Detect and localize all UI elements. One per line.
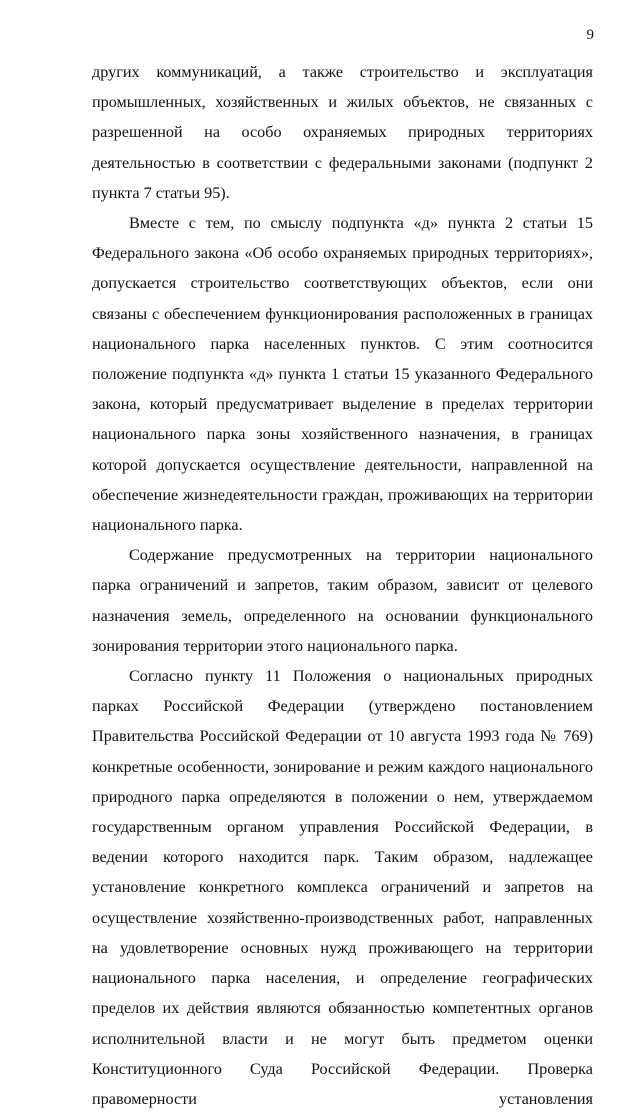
paragraph-1: других коммуникаций, а также строительство и эксплуатация промышленных, хозяйственных и жилых объектов, не связанных с разрешенной на особо охраняемых природных территориях деятельностью в соответствии с федеральными законами (подпункт 2 пункта 7 статьи 95). (92, 63, 593, 202)
paragraph-2: Вместе с тем, по смыслу подпункта «д» пункта 2 статьи 15 Федерального закона «Об особо охраняемых природных территориях», допускается строительство соответствующих объектов, если они связаны с обеспечением функционирования расположенных в границах национального парка населенных пунктов. С этим соотносится положение подпункта «д» пункта 1 статьи 15 указанного Федерального закона, который предусматривает выделение в пределах территории национального парка зоны хозяйственного назначения, в границах которой допускается осуществление деятельности, направленной на обеспечение жизнедеятельности граждан, проживающих на территории национального парка. (92, 214, 593, 535)
paragraph-3: Содержание предусмотренных на территории национального парка ограничений и запретов, таким образом, зависит от целевого назначения земель, определенного на основании функционального зонирования территории этого национального парка. (92, 546, 593, 655)
page-number: 9 (586, 27, 594, 43)
body-text (92, 57, 593, 1114)
paragraph-4: Согласно пункту 11 Положения о национальных природных парках Российской Федерации (утверждено постановлением Правительства Российской Федерации от 10 августа 1993 года № 769) конкретные особенности, зонирование и режим каждого национального природного парка определяются в положении о нем, утверждаемом государственным органом управления Российской Федерации, в ведении которого находится парк. Таким образом, надлежащее установление конкретного комплекса ограничений и запретов на осуществление хозяйственно-производственных работ, направленных на удовлетворение основных нужд проживающего на территории национального парка населения, и определение географических пределов их действия являются обязанностью компетентных органов исполнительной власти и не могут быть предметом оценки Конституционного Суда Российской Федерации. Проверка правомерности установления (92, 667, 593, 1108)
